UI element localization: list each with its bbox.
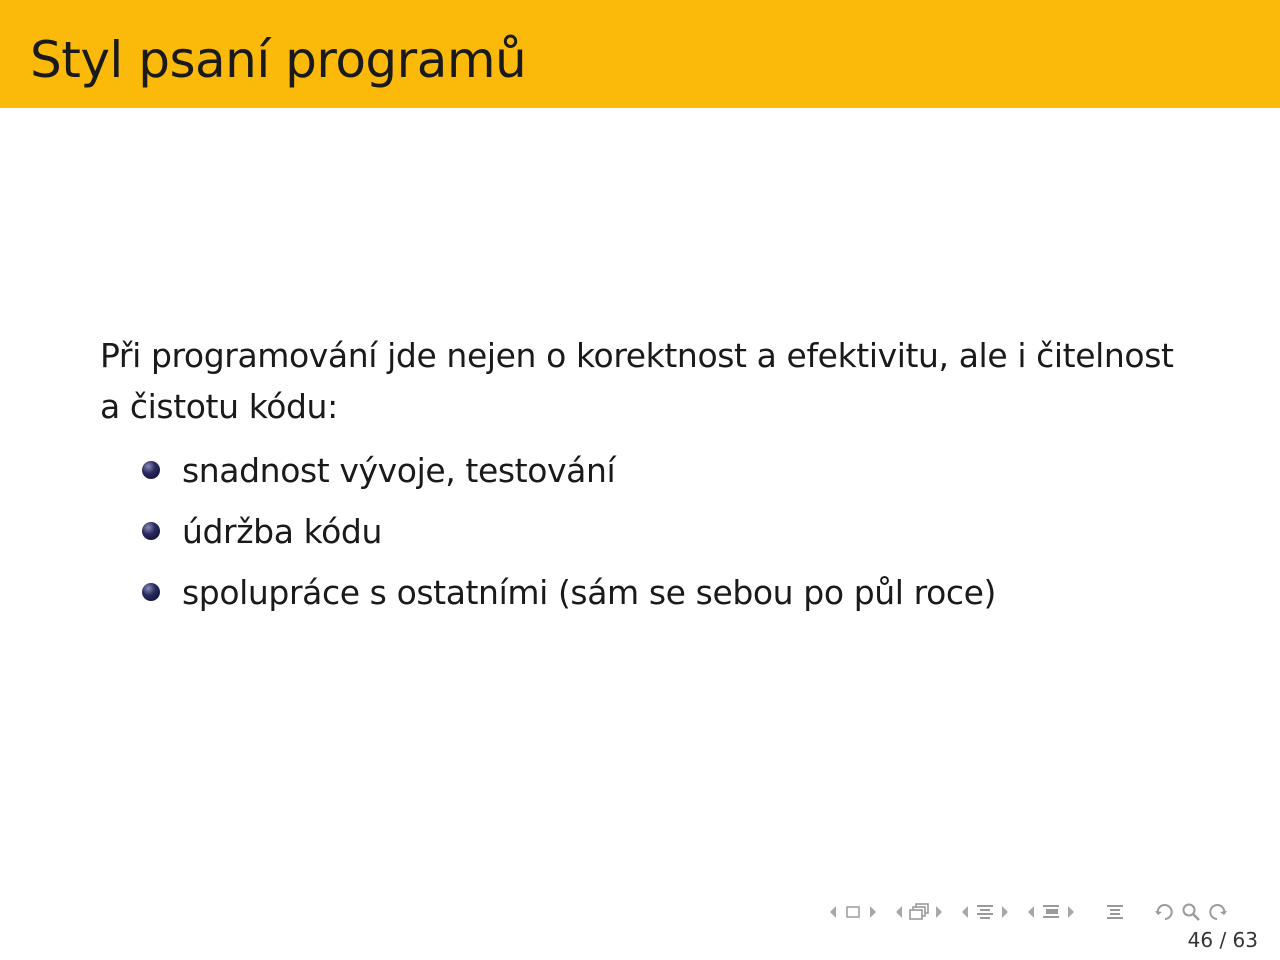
navigation-bar — [826, 900, 1270, 924]
next-section-icon[interactable] — [998, 901, 1012, 923]
section-icon[interactable] — [972, 901, 998, 923]
bullet-icon — [142, 583, 160, 601]
next-frame-icon[interactable] — [866, 901, 880, 923]
intro-paragraph: Při programování jde nejen o korektnost a efektivitu, ale i čitelnost a čistotu kódu: — [100, 336, 1174, 426]
prev-subsection-icon[interactable] — [892, 901, 906, 923]
list-item — [100, 501, 1180, 562]
subsection-icon[interactable] — [906, 901, 932, 923]
section-list-icon[interactable] — [1038, 901, 1064, 923]
next-part-icon[interactable] — [1064, 901, 1078, 923]
prev-part-icon[interactable] — [1024, 901, 1038, 923]
back-icon[interactable] — [1152, 901, 1178, 923]
next-subsection-icon[interactable] — [932, 901, 946, 923]
prev-section-icon[interactable] — [958, 901, 972, 923]
forward-icon[interactable] — [1204, 901, 1230, 923]
search-icon[interactable] — [1178, 901, 1204, 923]
frame-icon[interactable] — [840, 901, 866, 923]
slide-title: Styl psaní programů — [30, 31, 527, 89]
bullet-icon — [142, 461, 160, 479]
list-item — [100, 440, 1180, 501]
title-bar — [0, 0, 1280, 108]
list-item — [100, 562, 1180, 623]
bullet-list — [100, 440, 1180, 623]
list-item-text: spolupráce s ostatními (sám se sebou po půl roce) — [182, 573, 996, 612]
list-item-text: údržba kódu — [182, 512, 382, 551]
slide-body — [100, 330, 1180, 623]
bullet-icon — [142, 522, 160, 540]
prev-frame-icon[interactable] — [826, 901, 840, 923]
appendix-icon[interactable] — [1102, 901, 1128, 923]
page-number: 46 / 63 — [1187, 928, 1258, 952]
list-item-text: snadnost vývoje, testování — [182, 451, 616, 490]
